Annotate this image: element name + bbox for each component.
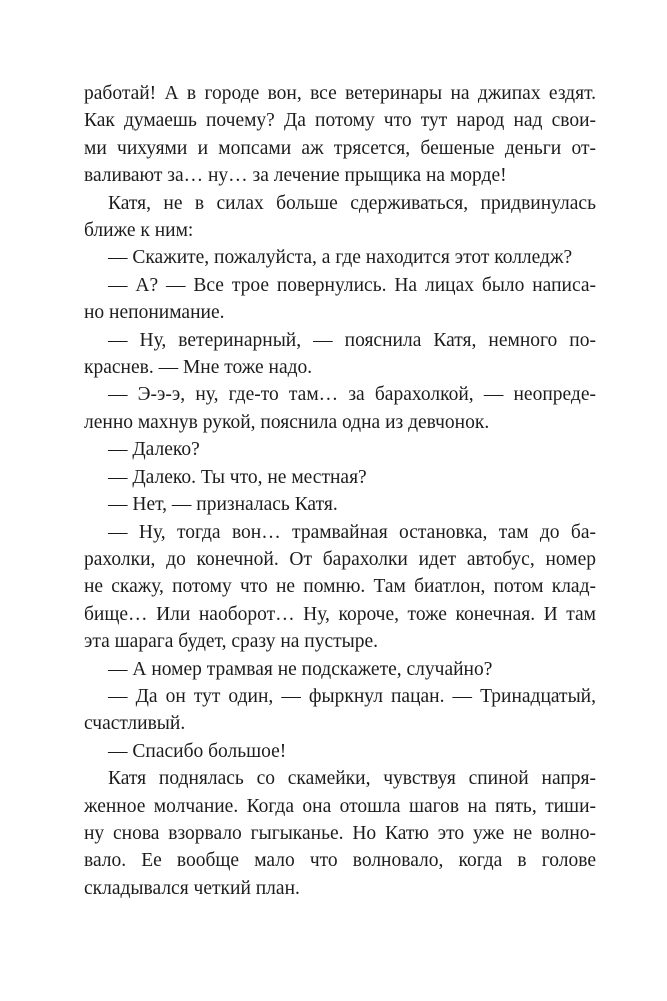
book-page-text: [84, 80, 596, 902]
text-line: — Нет, — призналась Катя.: [108, 494, 338, 516]
text-line: — Ну, тогда вон… трамвайная остановка, там до ба-: [108, 521, 596, 543]
text-line: рахолки, до конечной. От барахолки идет автобус, номер: [84, 548, 596, 570]
text-line: — Спасибо большое!: [108, 740, 287, 762]
text-line: складывался четкий план.: [84, 877, 300, 899]
text-line: ми чихуями и мопсами аж трясется, бешеные деньги от-: [84, 137, 596, 159]
text-line: но непонимание.: [84, 302, 225, 324]
text-line: — Далеко. Ты что, не местная?: [108, 466, 367, 488]
text-line: — Скажите, пожалуйста, а где находится этот колледж?: [108, 247, 573, 269]
text-line: — А номер трамвая не подскажете, случайно?: [108, 658, 493, 680]
text-line: счастливый.: [84, 713, 186, 735]
text-line: вало. Ее вообще мало что волновало, когда в голове: [84, 850, 596, 872]
text-line: — Ну, ветеринарный, — пояснила Катя, немного по-: [108, 329, 596, 351]
text-line: эта шарага будет, сразу на пустыре.: [84, 631, 379, 653]
text-line: работай! А в городе вон, все ветеринары на джипах ездят.: [84, 83, 596, 104]
text-line: бище… Или наоборот… Ну, короче, тоже конечная. И там: [84, 603, 596, 625]
text-line: — Далеко?: [108, 439, 200, 461]
text-line: — Э-э-э, ну, где-то там… за барахолкой, — неопреде-: [108, 384, 596, 406]
text-line: ну снова взорвало гыгыканье. Но Катю это уже не волно-: [84, 822, 596, 844]
text-line: — Да он тут один, — фыркнул пацан. — Тринадцатый,: [108, 685, 596, 707]
text-line: не скажу, потому что не помню. Там биатлон, потом клад-: [84, 576, 596, 598]
text-line: Катя, не в силах больше сдерживаться, придвинулась: [108, 192, 596, 214]
text-line: ленно махнув рукой, пояснила одна из девчонок.: [84, 411, 490, 433]
text-line: краснев. — Мне тоже надо.: [84, 357, 313, 379]
text-line: Катя поднялась со скамейки, чувствуя спиной напря-: [108, 768, 596, 790]
text-line: — А? — Все трое повернулись. На лицах было написа-: [108, 274, 596, 296]
text-line: валивают за… ну… за лечение прыщика на морде!: [84, 165, 507, 187]
text-line: Как думаешь почему? Да потому что тут народ над свои-: [84, 110, 596, 132]
text-line: ближе к ним:: [84, 220, 194, 242]
text-line: женное молчание. Когда она отошла шагов на пять, тиши-: [84, 795, 596, 817]
